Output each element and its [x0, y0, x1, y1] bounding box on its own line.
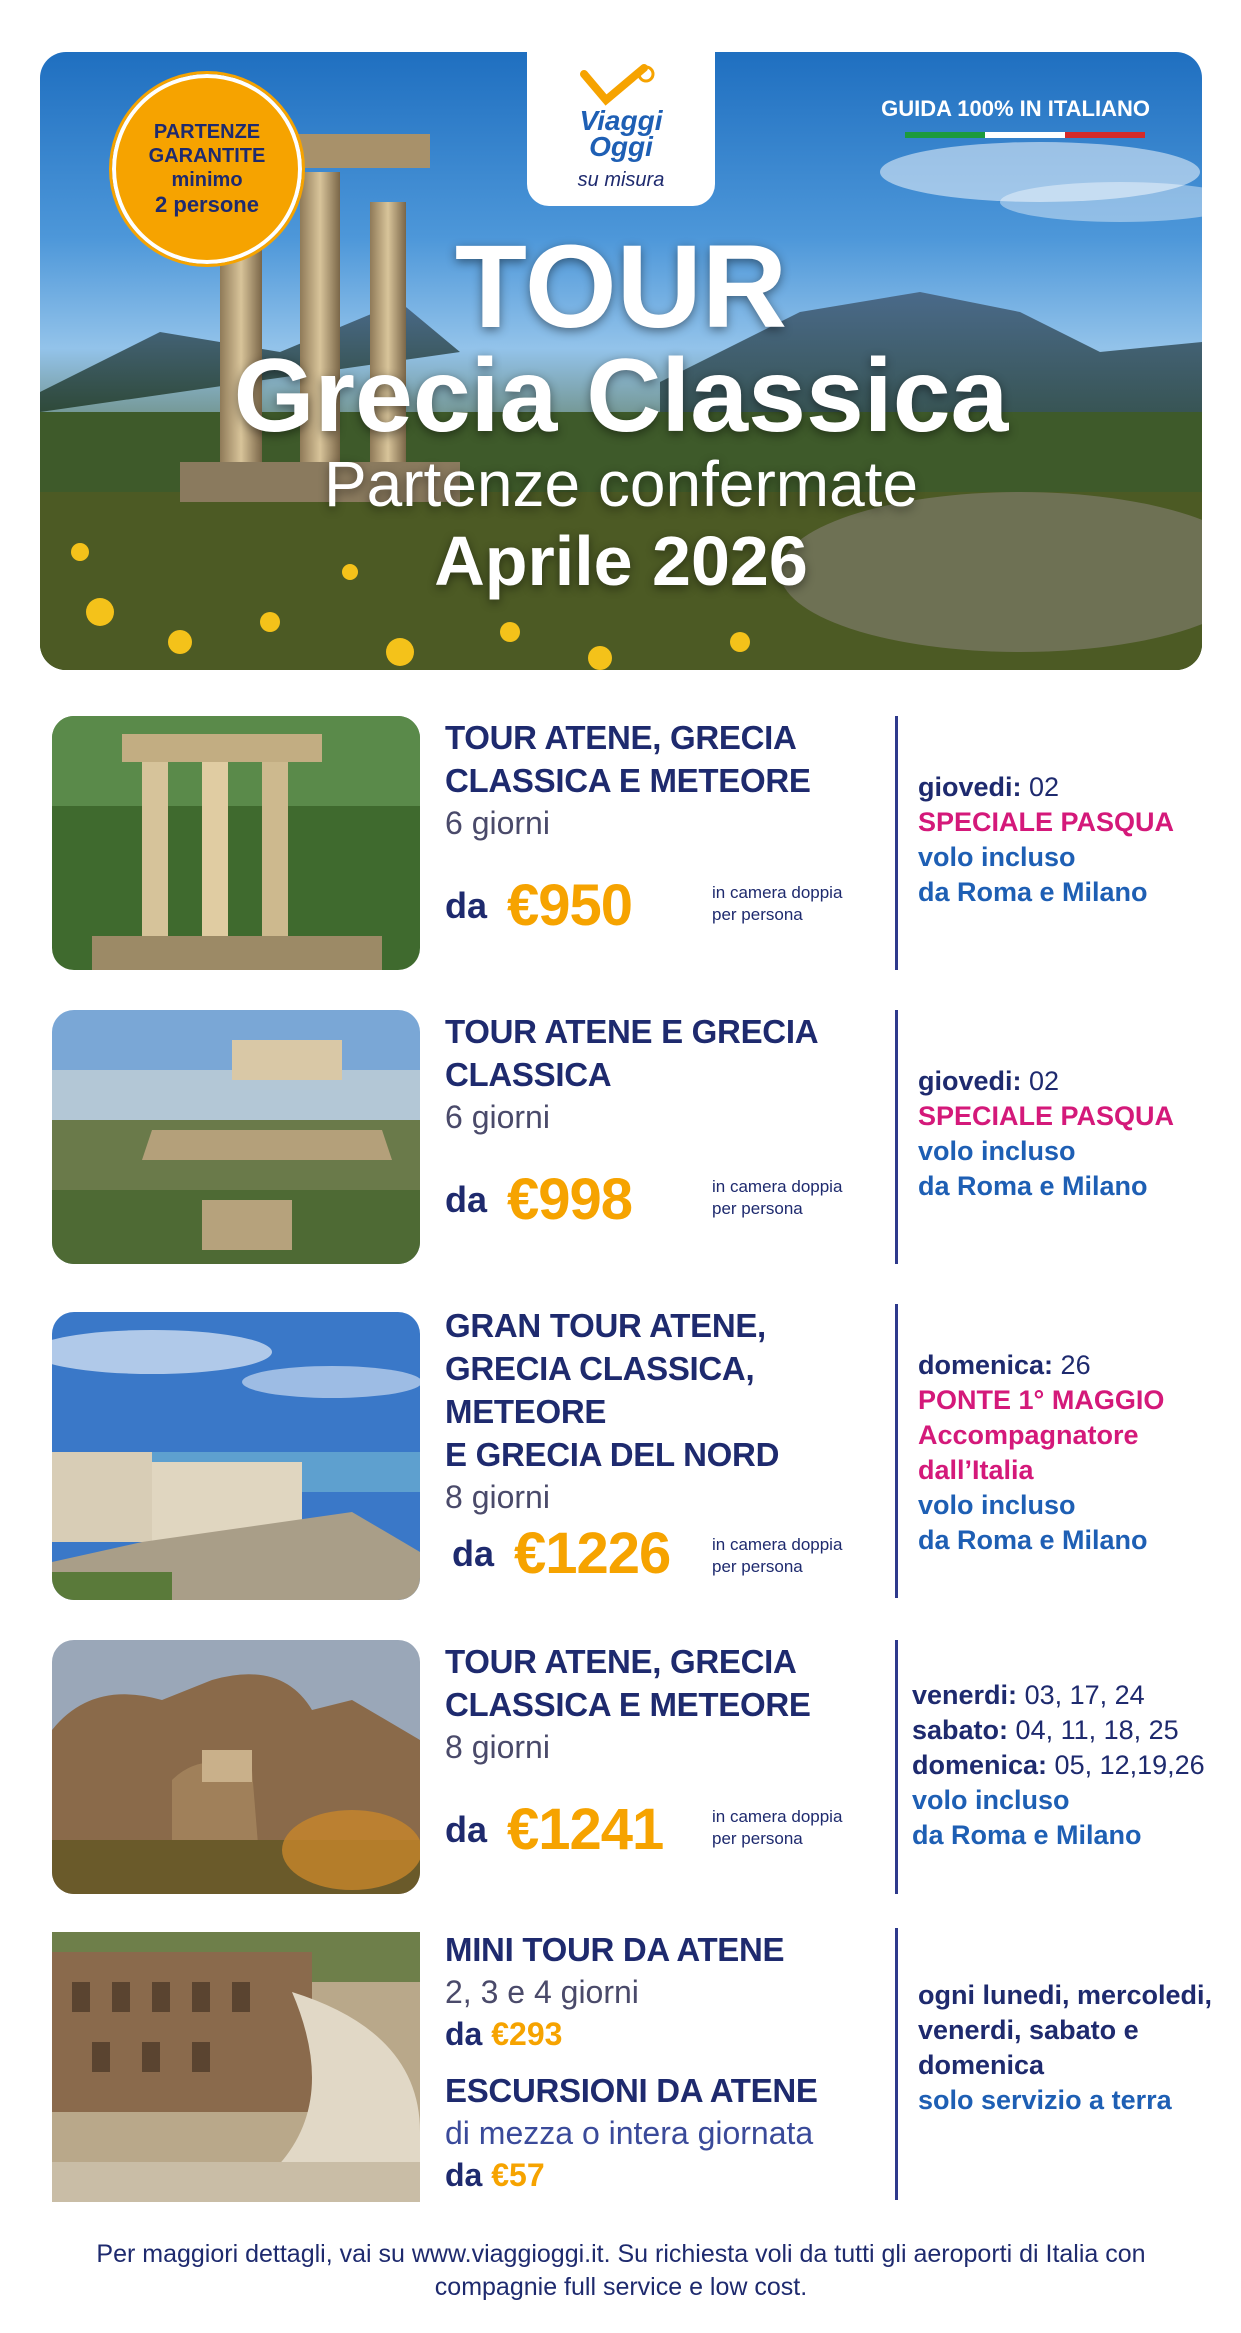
tour-card[interactable]	[52, 1304, 1212, 1604]
tour-price	[452, 1520, 670, 1587]
tour-info	[445, 1304, 945, 1518]
guide-text: GUIDA 100% IN ITALIANO	[881, 96, 1150, 121]
italian-guide-label	[881, 96, 1150, 138]
price-amount: €1226	[514, 1521, 671, 1586]
vertical-divider	[895, 1928, 898, 2200]
tour-dates	[918, 1348, 1238, 1558]
tour-name-line: METEORE	[445, 1393, 607, 1430]
delphi-tholos-photo	[52, 716, 420, 970]
price-note-line: in camera doppia	[712, 1535, 843, 1554]
logo-word-1: Viaggi	[579, 105, 663, 136]
tour-info	[445, 1010, 945, 1138]
date-value: 05, 12,19,26	[1054, 1750, 1205, 1780]
footer-line: compagnie full service e low cost.	[434, 2273, 808, 2301]
price-note-line: per persona	[712, 1199, 803, 1218]
date-label: sabato:	[912, 1715, 1009, 1745]
hero-title: TOUR	[454, 221, 788, 353]
tour-dates	[918, 770, 1238, 910]
price-prefix: da	[445, 2157, 483, 2193]
tour-name-line: E GRECIA DEL NORD	[445, 1436, 780, 1473]
date-label: venerdi:	[912, 1680, 1018, 1710]
departure-cities: da Roma e Milano	[912, 1820, 1142, 1850]
price-note	[712, 882, 842, 926]
price-prefix: da	[445, 2016, 483, 2052]
flight-included: volo incluso	[918, 1136, 1076, 1166]
price-amount: €293	[491, 2016, 563, 2052]
price-note	[712, 1806, 842, 1850]
date-label: giovedi:	[918, 772, 1022, 802]
excursion-title: ESCURSIONI DA ATENE	[445, 2072, 818, 2109]
date-label: domenica:	[918, 1350, 1054, 1380]
price-prefix: da	[445, 1808, 488, 1850]
tour-info	[445, 1640, 945, 1768]
price-amount: €950	[507, 873, 633, 938]
price-note-line: in camera doppia	[712, 883, 843, 902]
tour-name-line: GRECIA CLASSICA,	[445, 1350, 755, 1387]
tour-card[interactable]	[52, 1010, 1212, 1270]
price-note	[712, 1176, 842, 1220]
price-amount: €998	[507, 1167, 633, 1232]
departure-cities: da Roma e Milano	[918, 1171, 1148, 1201]
tour-duration: 6 giorni	[445, 805, 550, 841]
date-label: giovedi:	[918, 1066, 1022, 1096]
price-note-line: per persona	[712, 1829, 803, 1848]
vertical-divider	[895, 716, 898, 970]
tour-name-line: TOUR ATENE, GRECIA	[445, 719, 797, 756]
tour-duration: 8 giorni	[445, 1479, 550, 1515]
acropolis-photo	[52, 1010, 420, 1264]
special-label: dall’Italia	[918, 1455, 1034, 1485]
date-value: 03, 17, 24	[1024, 1680, 1145, 1710]
italian-flag-stripe	[905, 132, 1145, 138]
departure-cities: da Roma e Milano	[918, 1525, 1148, 1555]
tour-dates	[918, 1064, 1238, 1204]
tour-info	[445, 716, 945, 844]
price-note-line: per persona	[712, 905, 803, 924]
tour-price	[445, 1166, 632, 1233]
date-value: 04, 11, 18, 25	[1015, 1715, 1179, 1745]
vertical-divider	[895, 1304, 898, 1598]
tour-name-line: CLASSICA E METEORE	[445, 762, 811, 799]
logo-word-2: Oggi	[589, 131, 653, 162]
viaggioggi-logo[interactable]	[527, 52, 715, 206]
special-label: SPECIALE PASQUA	[918, 807, 1175, 837]
footer-line: Per maggiori dettagli, vai su www.viaggioggi.it. Su richiesta voli da tutti gli aeroporti di Italia con	[96, 2240, 1146, 2268]
flight-included: volo incluso	[918, 1490, 1076, 1520]
odeon-herodes-atticus-photo	[52, 1932, 420, 2202]
days-line: venerdi, sabato e	[918, 2015, 1139, 2045]
price-note-line: in camera doppia	[712, 1177, 843, 1196]
mini-tour-duration: 2, 3 e 4 giorni	[445, 1974, 639, 2010]
price-note-line: per persona	[712, 1557, 803, 1576]
price-note	[712, 1534, 842, 1578]
tour-duration: 6 giorni	[445, 1099, 550, 1135]
tour-card[interactable]	[52, 1640, 1212, 1900]
tour-price	[445, 1796, 663, 1863]
logo-tagline: su misura	[577, 169, 665, 191]
date-value: 02	[1029, 772, 1060, 802]
tour-dates	[912, 1678, 1241, 1853]
thessaloniki-square-photo	[52, 1312, 420, 1600]
excursion-description: di mezza o intera giornata	[445, 2115, 814, 2151]
excursion-price	[445, 2154, 945, 2196]
tour-name-line: CLASSICA E METEORE	[445, 1686, 811, 1723]
ground-service-note: solo servizio a terra	[918, 2085, 1172, 2115]
tour-name-line: TOUR ATENE E GRECIA	[445, 1013, 819, 1050]
price-prefix: da	[445, 884, 488, 926]
tour-name-line: GRAN TOUR ATENE,	[445, 1307, 766, 1344]
footer-note	[40, 2238, 1202, 2304]
badge-line-2: GARANTITE	[148, 144, 266, 167]
badge-line-4: 2 persone	[155, 191, 259, 217]
mini-tour-dates	[918, 1978, 1238, 2118]
mini-tour-title: MINI TOUR DA ATENE	[445, 1931, 785, 1968]
special-label: Accompagnatore	[918, 1420, 1139, 1450]
badge-line-3: minimo	[171, 168, 243, 191]
price-prefix: da	[452, 1532, 495, 1574]
price-amount: €57	[491, 2157, 545, 2193]
hero-month: Aprile 2026	[434, 522, 808, 600]
special-label: PONTE 1° MAGGIO	[918, 1385, 1165, 1415]
special-label: SPECIALE PASQUA	[918, 1101, 1175, 1131]
price-prefix: da	[445, 1178, 488, 1220]
date-value: 26	[1060, 1350, 1091, 1380]
badge-line-1: PARTENZE	[153, 120, 261, 143]
tour-card[interactable]	[52, 716, 1212, 976]
mini-tour-card[interactable]	[52, 1928, 1212, 2208]
tour-duration: 8 giorni	[445, 1729, 550, 1765]
tour-price	[445, 872, 632, 939]
mini-tour-price	[445, 2013, 945, 2055]
vertical-divider	[895, 1010, 898, 1264]
sun-checkmark-icon	[576, 62, 666, 106]
tour-name-line: TOUR ATENE, GRECIA	[445, 1643, 797, 1680]
date-value: 02	[1029, 1066, 1060, 1096]
vertical-divider	[895, 1640, 898, 1894]
mini-tour-info	[445, 1928, 945, 2196]
days-line: domenica	[918, 2050, 1045, 2080]
hero-subtitle: Grecia Classica	[233, 338, 1009, 454]
flight-included: volo incluso	[918, 842, 1076, 872]
price-amount: €1241	[507, 1797, 664, 1862]
price-note-line: in camera doppia	[712, 1807, 843, 1826]
date-label: domenica:	[912, 1750, 1048, 1780]
departure-cities: da Roma e Milano	[918, 877, 1148, 907]
tour-name-line: CLASSICA	[445, 1056, 612, 1093]
flight-included: volo incluso	[912, 1785, 1070, 1815]
hero-tagline: Partenze confermate	[323, 448, 919, 520]
meteora-monastery-photo	[52, 1640, 420, 1894]
days-line: ogni lunedi, mercoledi,	[918, 1980, 1213, 2010]
